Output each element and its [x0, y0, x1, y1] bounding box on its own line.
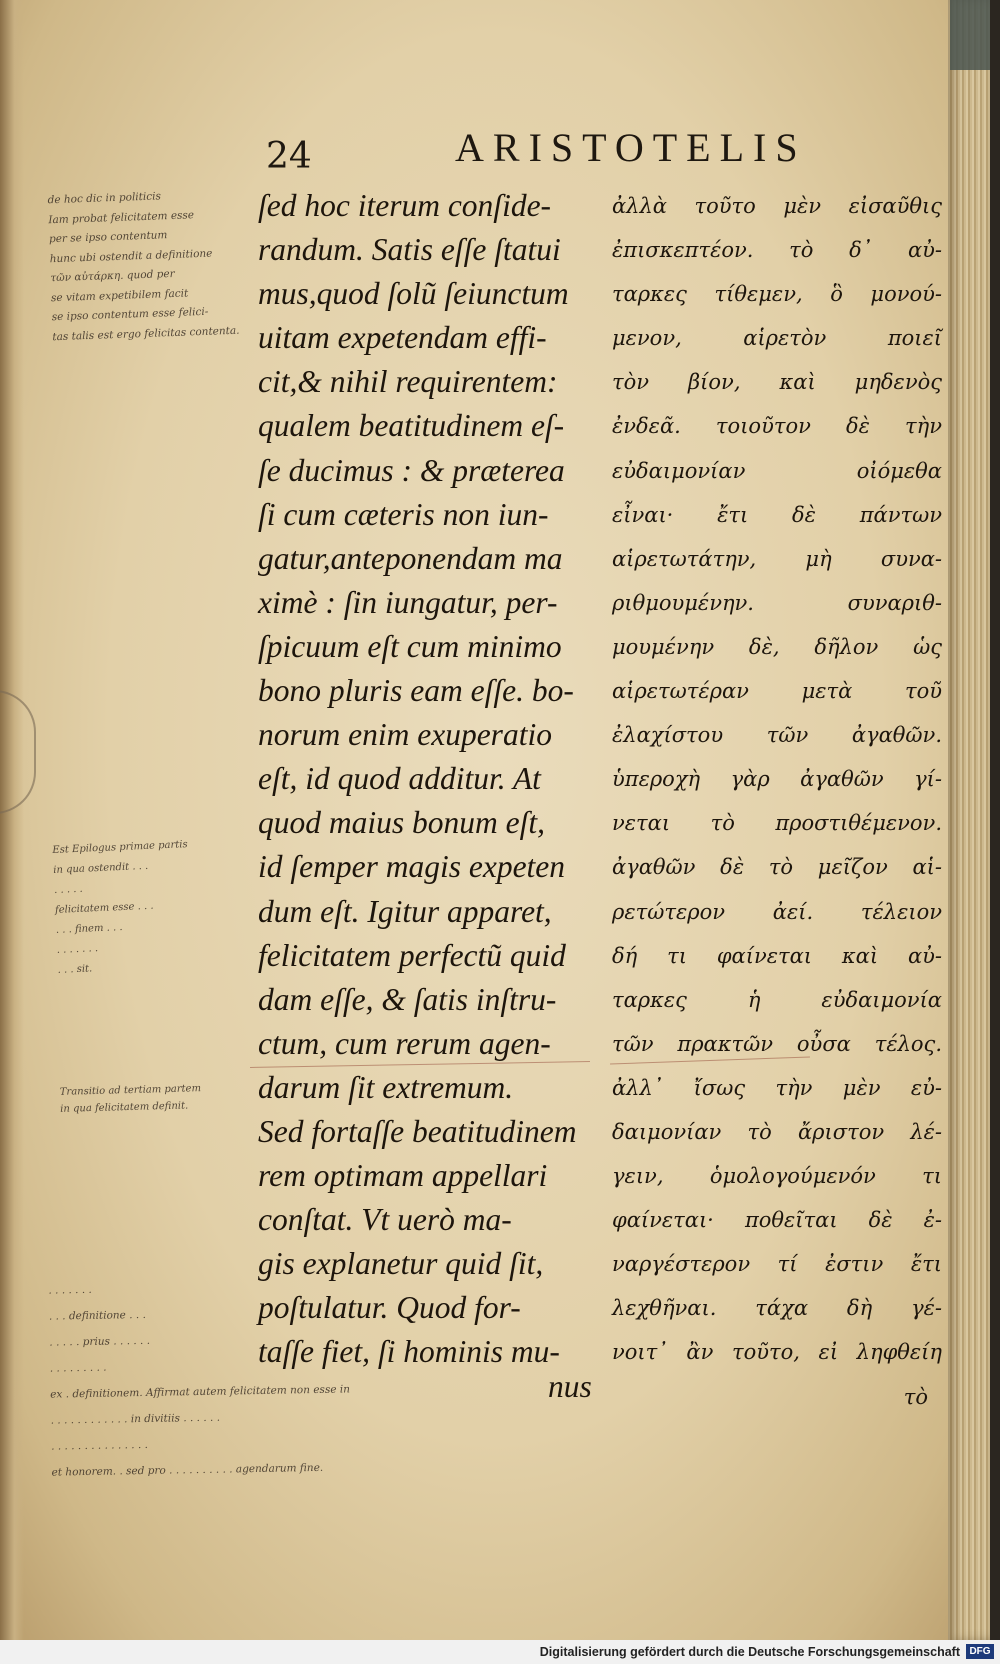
- marginal-note: [60, 1080, 202, 1118]
- latin-line: conſtat. Vt uerò ma-: [258, 1202, 512, 1238]
- greek-line: δαιμονίαν τὸ ἄριστον λέ-: [612, 1119, 942, 1144]
- latin-line: quod maius bonum eſt,: [258, 805, 545, 841]
- running-head: [0, 118, 990, 178]
- greek-line: φαίνεται· ποθεῖται δὲ ἐ-: [612, 1208, 942, 1233]
- latin-line: dum eſt. Igitur apparet,: [258, 893, 552, 929]
- latin-line: ſe ducimus : & præterea: [258, 452, 565, 488]
- page-number: 24: [266, 136, 312, 177]
- note-line: ex . definitionem. Affirmat autem felicitatem non esse in: [50, 1383, 351, 1401]
- latin-line: dam eſſe, & ſatis inſtru-: [258, 981, 557, 1017]
- latin-line: bono pluris eam eſſe. bo-: [258, 673, 574, 709]
- latin-line: mus,quod ſolũ ſeiunctum: [258, 276, 569, 312]
- greek-line: ναργέστερον τί ἐστιν ἔτι: [612, 1252, 942, 1277]
- catchword: τὸ: [903, 1384, 928, 1409]
- latin-line: poſtulatur. Quod for-: [258, 1290, 521, 1326]
- greek-line: ἀλλ᾽ ἴσως τὴν μὲν εὐ-: [612, 1075, 942, 1100]
- page-fore-edge: [948, 0, 990, 1640]
- greek-line: τὸν βίον, καὶ μηδενὸς: [612, 370, 942, 395]
- latin-line: ſpicuum eſt cum minimo: [258, 628, 562, 664]
- page-gutter: [0, 0, 24, 1640]
- greek-line: γειν, ὁμολογούμενόν τι: [612, 1164, 942, 1189]
- greek-line: εἶναι· ἔτι δὲ πάντων: [612, 502, 942, 527]
- note-line: . . . . . . . . . . . . in divitiis . . . . . .: [50, 1411, 221, 1427]
- latin-line: eſt, id quod additur. At: [258, 761, 541, 797]
- note-line: . . . . .: [53, 883, 83, 896]
- greek-line: μενον, αἱρετὸν ποιεῖ: [612, 326, 942, 351]
- note-line: hunc ubi ostendit a definitione: [49, 247, 213, 265]
- funding-credit: Digitalisierung gefördert durch die Deutsche Forschungsgemeinschaft: [539, 1645, 960, 1659]
- clasp-mark: [0, 690, 36, 814]
- note-line: se ipso contentum esse felici-: [51, 305, 209, 324]
- marginal-note: [52, 835, 193, 981]
- latin-line: id ſemper magis expeten: [258, 849, 566, 885]
- note-line: . . . definitione . . .: [48, 1308, 146, 1323]
- note-line: Transitio ad tertiam partem: [59, 1083, 202, 1098]
- note-line: . . . . . . .: [56, 943, 99, 956]
- greek-line: δή τι φαίνεται καὶ αὐ-: [612, 943, 942, 968]
- note-line: in qua felicitatem definit.: [60, 1100, 189, 1115]
- greek-line: μουμένην δὲ, δῆλον ὡς: [612, 634, 942, 659]
- greek-line: ρετώτερον ἀεί. τέλειον: [612, 899, 942, 924]
- greek-line: νεται τὸ προστιθέμενον.: [612, 811, 942, 836]
- greek-line: ριθμουμένην. συναριθ-: [612, 590, 942, 615]
- latin-line: cit,& nihil requirentem:: [258, 364, 558, 400]
- latin-line: ctum, cum rerum agen-: [258, 1025, 551, 1061]
- digitization-footer: [0, 1640, 1000, 1664]
- latin-column: [258, 184, 592, 1405]
- note-line: per se ipso contentum: [48, 229, 168, 246]
- greek-line: τῶν πρακτῶν οὖσα τέλος.: [612, 1031, 942, 1056]
- note-line: tas talis est ergo felicitas contenta.: [52, 324, 240, 343]
- greek-line: ἐλαχίστου τῶν ἀγαθῶν.: [612, 723, 942, 748]
- binding-corner: [950, 0, 990, 70]
- greek-line: λεχθῆναι. τάχα δὴ γέ-: [612, 1296, 942, 1321]
- note-line: se vitam expetibilem facit: [50, 286, 189, 304]
- note-line: felicitatem esse . . .: [54, 900, 154, 916]
- greek-line: ταρκες ἡ εὐδαιμονία: [612, 987, 942, 1012]
- latin-line: ſi cum cæteris non iun-: [258, 496, 549, 532]
- greek-line: ταρκες τίθεμεν, ὃ μονού-: [612, 282, 942, 307]
- greek-line: εὐδαιμονίαν οἰόμεθα: [612, 458, 942, 483]
- latin-line: randum. Satis eſſe ſtatui: [258, 232, 561, 268]
- latin-line: ſed hoc iterum conſide-: [258, 188, 552, 223]
- greek-line: αἱρετωτέραν μετὰ τοῦ: [612, 679, 942, 704]
- latin-line: norum enim exuperatio: [258, 717, 552, 753]
- latin-line: nus: [548, 1368, 592, 1404]
- latin-line: darum ſit extremum.: [258, 1069, 514, 1105]
- note-line: Est Epilogus primae partis: [52, 839, 188, 857]
- marginal-note: [48, 1272, 351, 1485]
- latin-line: rem optimam appellari: [258, 1158, 548, 1194]
- note-line: . . . . . . . . .: [49, 1361, 107, 1375]
- latin-line: gatur,anteponendam ma: [258, 540, 563, 576]
- note-line: τῶν αὐτάρκη. quod per: [50, 267, 175, 285]
- note-line: in qua ostendit . . .: [53, 860, 149, 876]
- note-line: . . . finem . . .: [55, 922, 123, 936]
- greek-line: ἀγαθῶν δὲ τὸ μεῖζον αἱ-: [612, 855, 942, 880]
- latin-line: felicitatem perfectũ quid: [258, 937, 566, 973]
- running-title: ARISTOTELIS: [455, 125, 807, 170]
- note-line: de hoc dic in politicis: [47, 190, 162, 207]
- latin-line: uitam expetendam effi-: [258, 320, 547, 356]
- greek-line: νοιτ᾽ ἂν τοῦτο, εἰ ληφθείη: [612, 1340, 942, 1365]
- latin-line: ximè : ſin iungatur, per-: [258, 584, 558, 620]
- note-line: . . . . . . . . . . . . . . .: [51, 1438, 149, 1453]
- greek-line: ἐνδεᾶ. τοιοῦτον δὲ τὴν: [612, 414, 942, 439]
- greek-line: ἀλλὰ τοῦτο μὲν εἰσαῦθις: [612, 194, 942, 218]
- latin-line: taſſe fiet, ſi hominis mu-: [258, 1334, 560, 1370]
- greek-line: αἱρετωτάτην, μὴ συνα-: [612, 546, 942, 571]
- marginal-note: [47, 185, 239, 347]
- note-line: Iam probat felicitatem esse: [48, 208, 195, 226]
- note-line: . . . . . . .: [48, 1283, 92, 1297]
- latin-line: qualem beatitudinem eſ-: [258, 408, 565, 444]
- note-line: et honorem. . sed pro . . . . . . . . . . agendarum fine.: [51, 1461, 324, 1479]
- note-line: . . . sit.: [57, 963, 93, 976]
- greek-column: [612, 184, 942, 1419]
- greek-line: ὑπεροχὴ γὰρ ἀγαθῶν γί-: [612, 767, 942, 792]
- note-line: . . . . . prius . . . . . .: [49, 1334, 151, 1349]
- latin-line: Sed fortaſſe beatitudinem: [258, 1113, 577, 1149]
- greek-line: ἐπισκεπτέον. τὸ δ᾽ αὐ-: [612, 238, 942, 263]
- dfg-logo: DFG: [966, 1644, 994, 1659]
- latin-line: gis explanetur quid ſit,: [258, 1246, 544, 1282]
